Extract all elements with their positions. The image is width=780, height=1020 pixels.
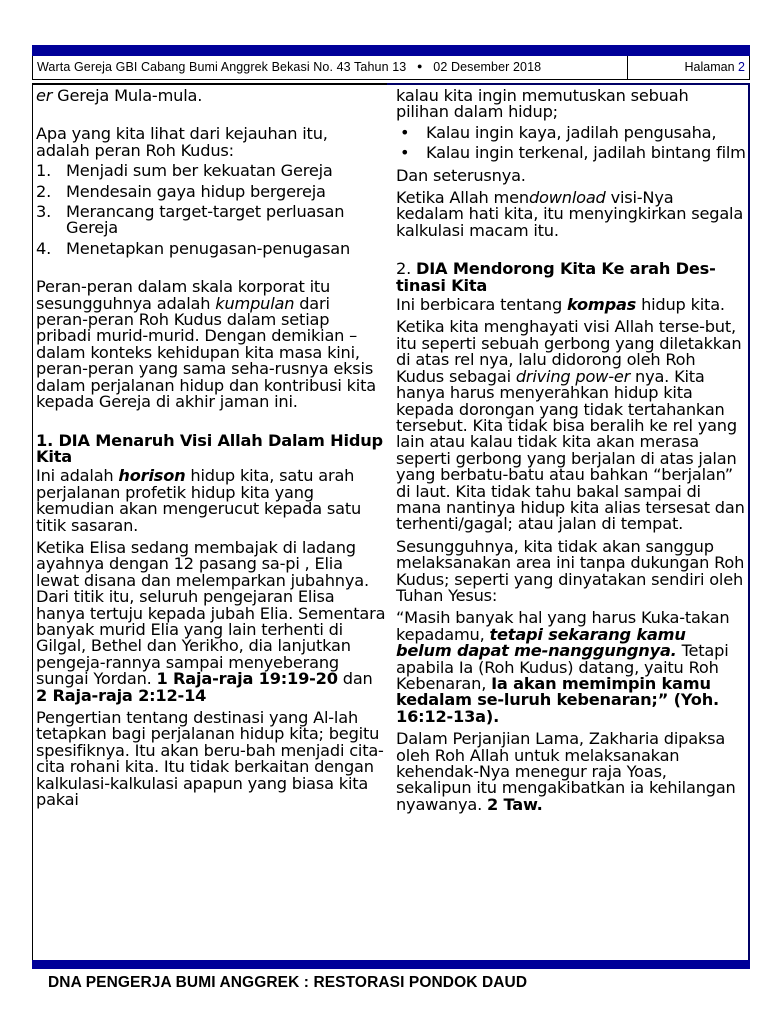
paragraph — [396, 297, 746, 313]
paragraph — [36, 537, 386, 705]
scripture-reference: 2 Raja-raja 2:12-14 — [36, 685, 207, 705]
text: “Masih banyak hal yang harus Kuka-takan kepadamu, — [396, 608, 730, 644]
list-item-text: Menjadi sum ber kekuatan Gereja — [66, 161, 333, 181]
paragraph: Dan seterusnya. — [396, 165, 526, 185]
text: dari peran-peran Roh Kudus dalam setiap pribadi murid-murid. Dengan demikian – dalam konteks kehidupan kita masa kini, peran-peran yang sama seha-rusnya eksis dalam perjalanan hidup dan kontribusi kita kepada Gereja di akhir jaman ini. — [36, 293, 376, 412]
bold-italic-text: tetapi sekarang kamu belum dapat me-nanggungnya. — [396, 624, 686, 661]
page-number: 2 — [738, 60, 745, 74]
italic-text: driving pow-er — [515, 366, 631, 386]
text: Peran-peran dalam skala korporat itu sesungguhnya adalah — [36, 277, 331, 313]
header-rule-right — [387, 83, 750, 85]
bold-italic-text: kompas — [567, 295, 637, 315]
page-label: Halaman — [684, 60, 735, 74]
paragraph: Apa yang kita lihat dari kejauhan itu, adalah peran Roh Kudus: — [36, 124, 328, 160]
paragraph: Sesungguhnya, kita tidak akan sanggup melaksanakan area ini tanpa dukungan Roh Kudus; seperti yang dinyatakan sendiri oleh Tuhan Yesus: — [396, 536, 745, 605]
text: nya. Kita hanya harus menyerahkan hidup kita kepada dorongan yang tidak tertahankan tersebut. Kita tidak bisa beralih ke rel yang lain atau kalau tidak kita akan merasa seperti gerbong yang berjalan di atas jalan yang berbatu-batu atau bahkan “berjalan” di laut. Kita tidak tahu bakal sampai di mana nantinya hidup kita alias tersesat dan terhenti/gagal; atau jalan di tempat. — [396, 366, 745, 534]
italic-text: er — [36, 86, 53, 105]
text: dan — [337, 669, 373, 689]
list-item-text: Mendesain gaya hidup bergereja — [66, 181, 326, 201]
list-item — [36, 181, 386, 201]
text: hidup kita. — [636, 295, 725, 315]
list-marker: 2. — [36, 181, 52, 201]
italic-text: download — [528, 188, 606, 208]
header-divider — [627, 56, 628, 79]
paragraph — [36, 279, 386, 410]
list-item-text: Merancang target-target perluasan Gereja — [66, 202, 345, 238]
italic-text: kumpulan — [215, 293, 295, 313]
text: Gereja Mula-mula. — [52, 86, 203, 105]
paragraph — [36, 88, 386, 104]
paragraph — [396, 610, 746, 725]
list-item-text: Menetapkan penugasan-penugasan — [66, 238, 351, 258]
column-left — [36, 88, 386, 808]
bullet-icon: • — [400, 143, 410, 163]
bullet-item — [396, 145, 746, 161]
text: Dalam Perjanjian Lama, Zakharia dipaksa oleh Roh Allah untuk melaksanakan kehendak-Nya menegur raja Yoas, sekalipun itu mengakibatkan ia kehilangan nyawanya. — [396, 729, 736, 814]
header-date: 02 Desember 2018 — [433, 60, 542, 74]
list-item — [36, 204, 386, 237]
list-item — [36, 238, 386, 258]
list-item — [36, 163, 386, 179]
text: hidup kita, satu arah perjalanan profetik hidup kita yang kemudian akan mengerucut kepada satu titik sasaran. — [36, 466, 362, 535]
column-right — [396, 88, 746, 813]
section-heading-2 — [396, 261, 746, 294]
bullet-icon: ● — [417, 61, 423, 71]
text: visi-Nya kedalam hati kita, itu menyingkirkan segala kalkulasi macam itu. — [396, 188, 744, 240]
paragraph — [396, 731, 746, 813]
bullet-text: Kalau ingin terkenal, jadilah bintang film — [426, 143, 746, 163]
text: Ketika Allah men — [396, 188, 529, 208]
header-rule-left — [32, 83, 387, 85]
bullet-text: Kalau ingin kaya, jadilah pengusaha, — [426, 122, 717, 142]
scripture-reference: 2 Taw. — [486, 794, 543, 814]
page-border-right — [748, 85, 750, 961]
header-title-line — [37, 60, 541, 74]
list-marker: 1. — [36, 161, 52, 181]
list-marker: 4. — [36, 238, 52, 258]
heading-number: 2. — [396, 259, 416, 279]
heading-text: DIA Mendorong Kita Ke arah Des-tinasi Kita — [396, 259, 716, 295]
scripture-reference: 1 Raja-raja 19:19-20 — [156, 669, 338, 689]
paragraph — [396, 319, 746, 532]
text: Tetapi apabila Ia (Roh Kudus) datang, yaitu Roh Kebenaran, — [396, 641, 729, 693]
page-border-left — [32, 85, 33, 961]
page-header — [32, 56, 750, 80]
bullet-item — [396, 122, 746, 142]
text: Ketika kita menghayati visi Allah terse-but, itu seperti sebuah gerbong yang diletakkan di atas rel nya, lalu didorong oleh Roh Kudus sebagai — [396, 317, 742, 386]
text: Ketika Elisa sedang membajak di ladang ayahnya dengan 12 pasang sa-pi , Elia lewat disana dan melemparkan jubahnya. Dari titik itu, seluruh pengejaran Elisa hanya tertuju kepada jubah Elia. Sementara banyak murid Elia yang lain terhenti di Gilgal, Bethel dan Yerikho, dia lanjutkan pengeja-rannya sampai menyeberang sungai Yordan. — [36, 537, 386, 689]
list-marker: 3. — [36, 202, 52, 222]
top-accent-bar — [32, 45, 750, 56]
text: Ini berbicara tentang — [396, 295, 567, 315]
header-title: Warta Gereja GBI Cabang Bumi Anggrek Bekasi No. 43 Tahun 13 — [37, 60, 407, 74]
paragraph — [396, 190, 746, 239]
paragraph: kalau kita ingin memutuskan sebuah pilihan dalam hidup; — [396, 86, 689, 122]
bold-text: Ia akan memimpin kamu kedalam se-luruh kebenaran;” (Yoh. 16:12-13a). — [396, 674, 719, 726]
text: Ini adalah — [36, 466, 119, 486]
paragraph — [36, 468, 386, 534]
page-indicator — [685, 60, 745, 74]
footer-tagline: DNA PENGERJA BUMI ANGGREK : RESTORASI PONDOK DAUD — [48, 974, 528, 991]
section-heading-1: 1. DIA Menaruh Visi Allah Dalam Hidup Kita — [36, 430, 383, 466]
bullet-icon: • — [400, 122, 410, 142]
bold-italic-text: horison — [118, 466, 186, 486]
paragraph: Pengertian tentang destinasi yang Al-lah tetapkan bagi perjalanan hidup kita; begitu spesifiknya. Itu akan beru-bah menjadi cita-cita rohani kita. Itu tidak berkaitan dengan kalkulasi-kalkulasi apapun yang biasa kita pakai — [36, 708, 384, 810]
bottom-accent-bar — [32, 960, 750, 969]
